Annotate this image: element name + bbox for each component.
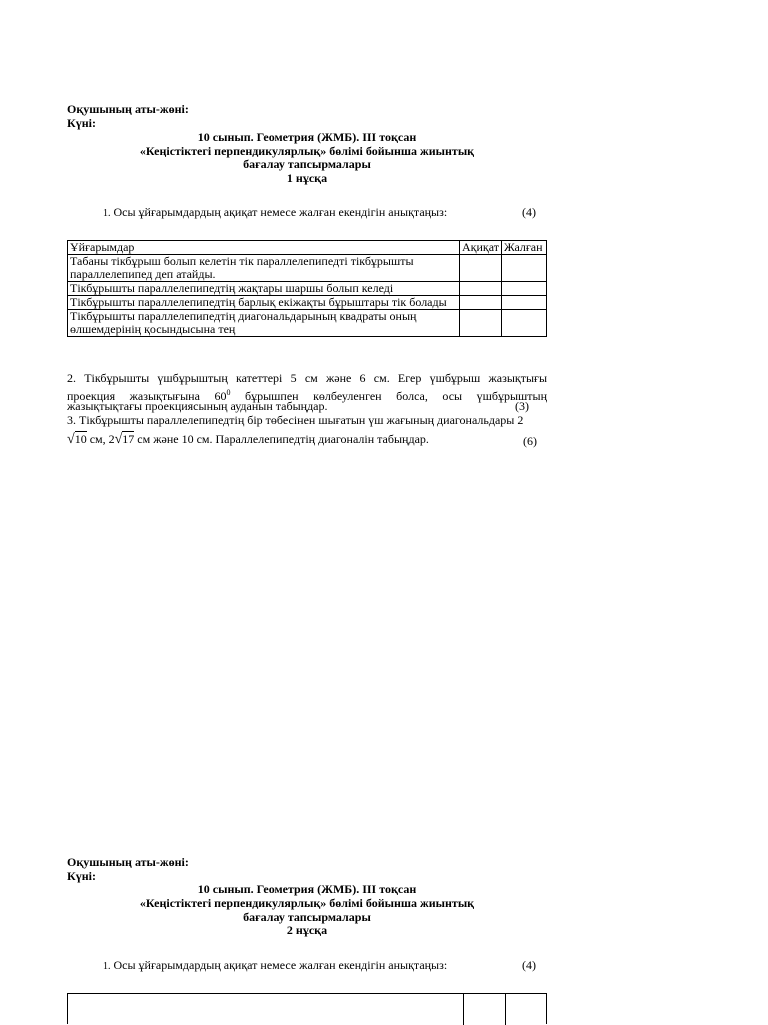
header-true: Ақиқат: [459, 241, 501, 255]
title-line-2: «Кеңістіктегі перпендикулярлық» бөлімі бойынша жиынтық: [139, 144, 475, 158]
task3-line-2: [67, 433, 429, 446]
variant-label: 2 нұсқа: [286, 923, 328, 937]
task3-points: (6): [523, 434, 537, 448]
statement-text: Тікбұрышты параллелепипедтің диагональдарының квадраты оның: [70, 309, 417, 323]
sqrt-radicand: 10: [74, 432, 87, 446]
task2-line-3: жазықтықтағы проекциясының ауданын табыңдар.: [67, 399, 328, 413]
table-row: [68, 255, 547, 282]
variant-label: 1 нұсқа: [286, 171, 328, 185]
task2-line-1: 2. Тікбұрышты үшбұрыштың катеттері 5 см және 6 см. Егер үшбұрыш жазықтығы: [67, 371, 547, 385]
header-statements: Ұйғарымдар: [68, 241, 460, 255]
statement-text: Тікбұрышты параллелепипедтің барлық екіжақты бұрыштары тік болады: [70, 295, 447, 309]
statements-table: [67, 240, 547, 337]
student-name-label: Оқушының аты-жөні:: [67, 855, 189, 869]
task1-points: (4): [522, 958, 536, 972]
true-answer-cell[interactable]: [459, 282, 501, 296]
task3-text: см, 2: [86, 432, 115, 446]
false-answer-cell[interactable]: [502, 296, 547, 310]
title-line-3: бағалау тапсырмалары: [243, 910, 371, 924]
sqrt-icon: √: [114, 432, 123, 447]
date-label: Күні:: [67, 869, 96, 883]
title-line-2: «Кеңістіктегі перпендикулярлық» бөлімі бойынша жиынтық: [139, 896, 475, 910]
title-line-1: 10 сынып. Геометрия (ЖМБ). ІІІ тоқсан: [197, 882, 417, 896]
true-answer-cell[interactable]: [459, 310, 501, 337]
statements-table-partial: [67, 993, 547, 1024]
statement-cell: [68, 296, 460, 310]
task3-text: см және 10 см. Параллелепипедтің диагоналін табыңдар.: [134, 432, 429, 446]
student-name-label: Оқушының аты-жөні:: [67, 102, 189, 116]
true-answer-cell[interactable]: [459, 296, 501, 310]
date-label: Күні:: [67, 116, 96, 130]
table-header-row: [68, 241, 547, 255]
statement-text: параллелепипед деп атайды.: [70, 267, 216, 281]
table-divider: [463, 994, 464, 1025]
false-answer-cell[interactable]: [502, 282, 547, 296]
table-divider: [505, 994, 506, 1025]
task1-question: [103, 959, 447, 973]
task1-question: [103, 206, 447, 220]
task1-points: (4): [522, 205, 536, 219]
header-false: Жалған: [502, 241, 547, 255]
title-line-1: 10 сынып. Геометрия (ЖМБ). ІІІ тоқсан: [197, 130, 417, 144]
statement-cell: [68, 255, 460, 282]
false-answer-cell[interactable]: [502, 310, 547, 337]
statement-cell: [68, 282, 460, 296]
task3-line-1: 3. Тікбұрышты параллелепипедтің бір төбесінен шығатын үш жағының диагональдары 2: [67, 413, 524, 427]
task1-number: 1.: [103, 208, 111, 219]
statement-text: өлшемдерінің қосындысына тең: [70, 322, 236, 336]
table-row: [68, 310, 547, 337]
task1-number: 1.: [103, 961, 111, 972]
statement-cell: [68, 310, 460, 337]
task2-text: проекция жазықтығына 60: [67, 389, 227, 403]
statement-text: Табаны тікбұрыш болып келетін тік параллелепипедті тікбұрышты: [70, 254, 414, 268]
sqrt-radicand: 17: [122, 432, 135, 446]
task2-text: бұрышпен көлбеуленген болса, осы үшбұрыштың: [230, 389, 547, 403]
sqrt-icon: √: [67, 432, 75, 447]
task2-points: (3): [515, 399, 529, 413]
table-row: [68, 282, 547, 296]
task1-text: Осы ұйғарымдардың ақиқат немесе жалған екендігін анықтаңыз:: [113, 958, 448, 972]
true-answer-cell[interactable]: [459, 255, 501, 282]
table-row: [68, 296, 547, 310]
title-line-3: бағалау тапсырмалары: [243, 157, 371, 171]
degree-superscript: 0: [226, 388, 231, 397]
statement-text: Тікбұрышты параллелепипедтің жақтары шаршы болып келеді: [70, 281, 394, 295]
task1-text: Осы ұйғарымдардың ақиқат немесе жалған екендігін анықтаңыз:: [113, 205, 448, 219]
false-answer-cell[interactable]: [502, 255, 547, 282]
